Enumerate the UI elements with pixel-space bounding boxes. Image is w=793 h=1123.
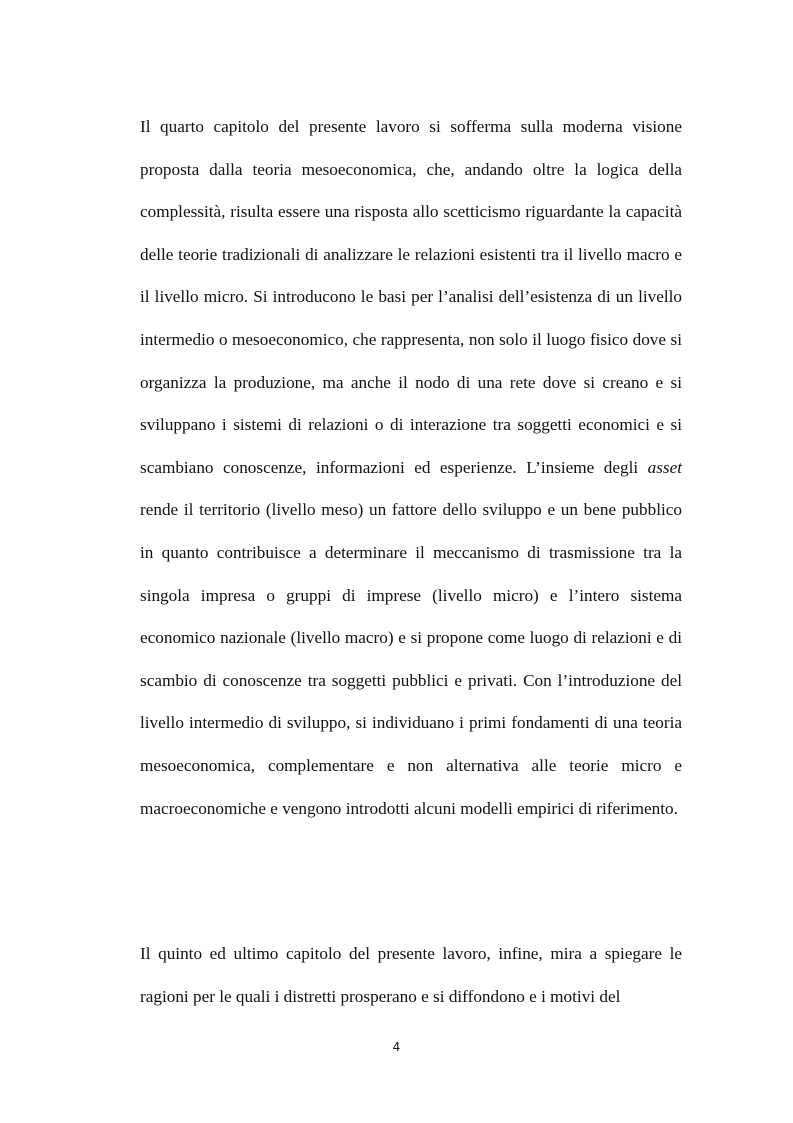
paragraph-text: Il quarto capitolo del presente lavoro si sofferma sulla moderna visione proposta dalla teoria mesoeconomica, che, andando oltre la logica della complessità, risulta essere una risposta allo scetticismo riguardante la capacità delle teorie tradizionali di analizzare le relazioni esistenti tra il livello macro e il livello micro. Si introducono le basi per l’analisi dell’esistenza di un livello intermedio o mesoeconomico, che rappresenta, non solo il luogo fisico dove si organizza la produzione, ma anche il nodo di una rete dove si creano e si sviluppano i sistemi di relazioni o di interazione tra soggetti economici e si scambiano conoscenze, informazioni ed esperienze. L’insieme degli <box>140 117 682 477</box>
paragraph-text: rende il territorio (livello meso) un fattore dello sviluppo e un bene pubblico in quanto contribuisce a determinare il meccanismo di trasmissione tra la singola impresa o gruppi di imprese (livello micro) e l’intero sistema economico nazionale (livello macro) e si propone come luogo di relazioni e di scambio di conoscenze tra soggetti pubblici e privati. Con l’introduzione del livello intermedio di sviluppo, si individuano i primi fondamenti di una teoria mesoeconomica, complementare e non alternativa alle teorie micro e macroeconomiche e vengono introdotti alcuni modelli empirici di riferimento. <box>140 500 682 818</box>
italic-term: asset <box>647 457 682 477</box>
body-paragraph <box>140 106 682 830</box>
page-number: 4 <box>392 1040 401 1054</box>
body-paragraph: Il quinto ed ultimo capitolo del presente lavoro, infine, mira a spiegare le ragioni per le quali i distretti prosperano e si diffondono e i motivi del <box>140 944 682 1006</box>
